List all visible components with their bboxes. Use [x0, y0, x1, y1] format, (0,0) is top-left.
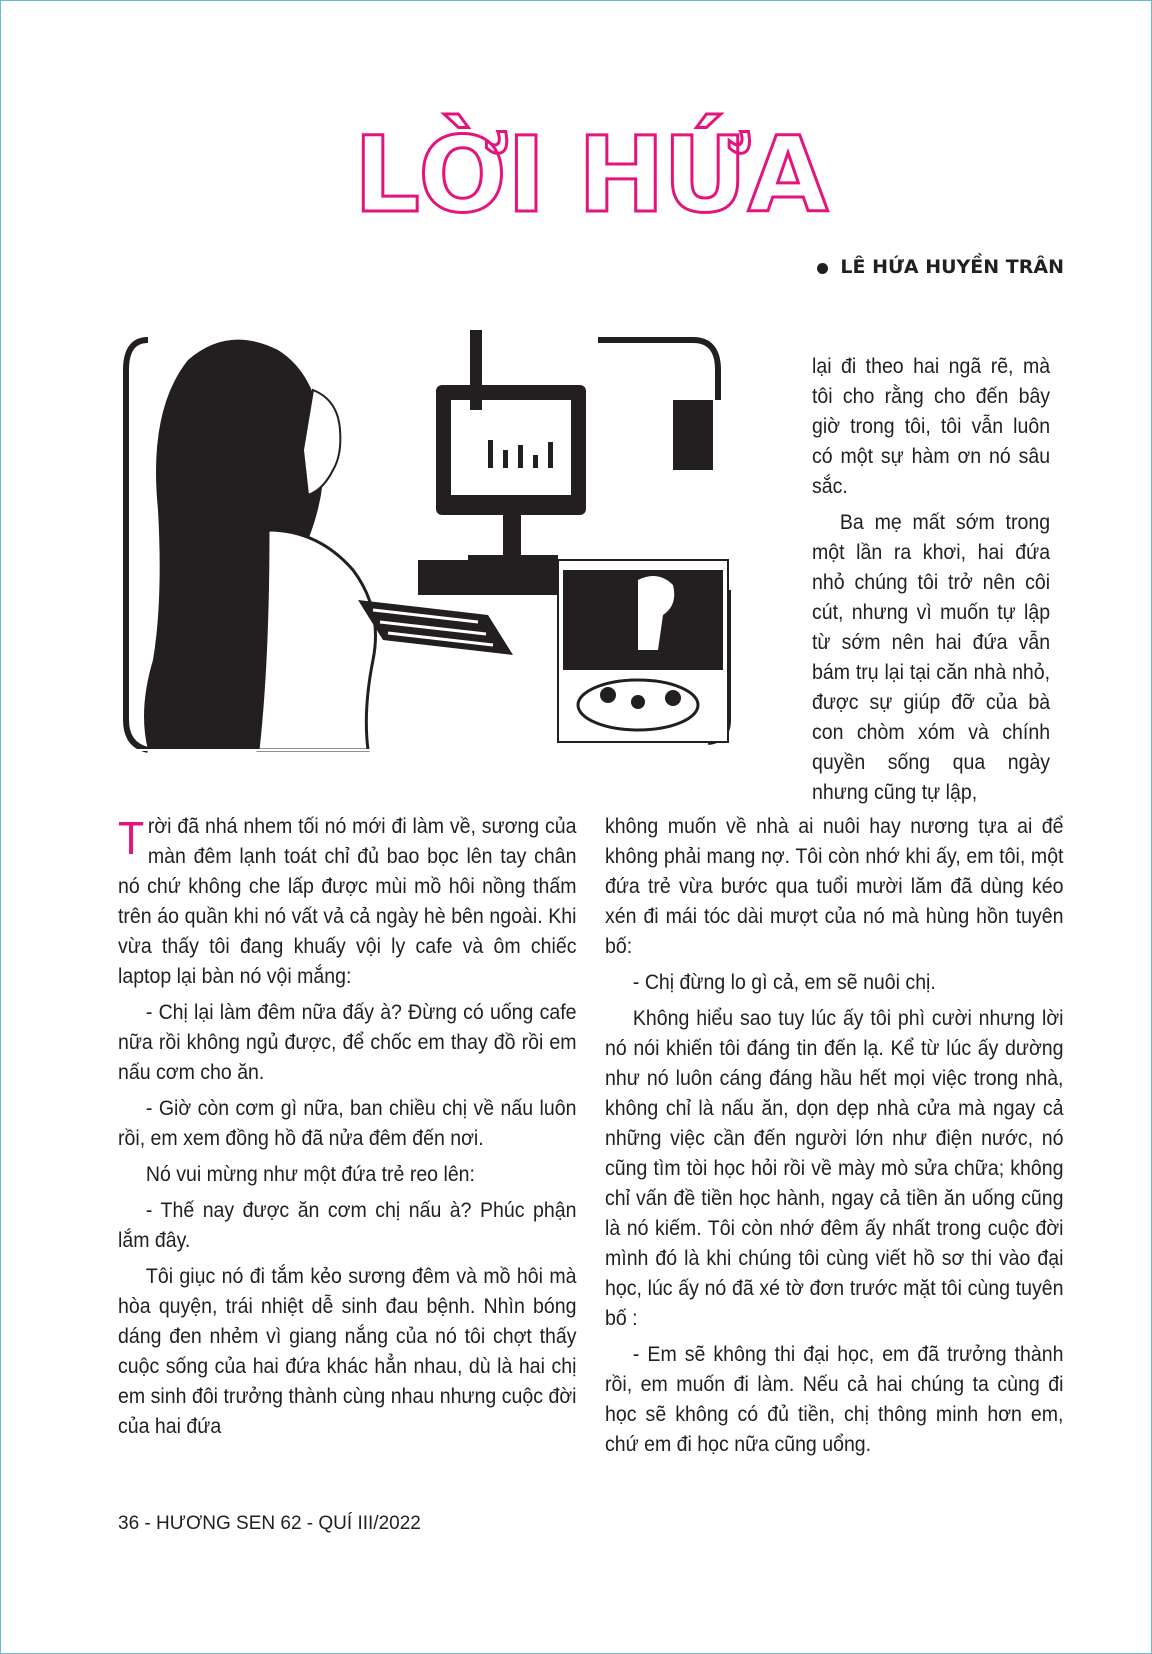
computer-base: [418, 560, 558, 595]
paragraph: - Thế nay được ăn cơm chị nấu à? Phúc phận lắm đây.: [118, 1199, 577, 1252]
article-title: LỜI HỨA: [353, 114, 827, 236]
author-name: LÊ HỨA HUYỀN TRÂN: [840, 256, 1064, 278]
paragraph: Tôi giục nó đi tắm kẻo sương đêm và mồ hôi mà hòa quyện, trái nhiệt dễ sinh đau bệnh. Nhìn bóng dáng đen nhẻm vì giang nắng của nó tôi chợt thấy cuộc sống của hai đứa khác hẳn nhau, dù là hai chị em sinh đôi trưởng thành cùng nhau nhưng cuộc đời của hai đứa: [118, 1265, 577, 1438]
column-left: [118, 812, 576, 1448]
page-footer: 36 - HƯƠNG SEN 62 - QUÍ III/2022: [118, 1513, 421, 1534]
paragraph: Không hiểu sao tuy lúc ấy tôi phì cười nhưng lời nó nói khiến tôi đáng tin đến lạ. Kể từ lúc ấy dường như nó luôn cáng đáng hầu hết mọi việc trong nhà, không chỉ là nấu ăn, dọn dẹp nhà cửa mà ngay cả những việc cần đến người lớn như điện nước, nó cũng tìm tòi học hỏi rồi về mày mò sửa chữa; không chỉ vấn đề tiền học hành, ngay cả tiền ăn uống cũng là nó kiếm. Tôi còn nhớ đêm ấy nhất trong cuộc đời mình đó là khi chúng tôi cùng viết hồ sơ thi vào đại học, lúc ấy nó đã xé tờ đơn trước mặt tôi cùng tuyên bố :: [605, 1007, 1064, 1330]
paragraph: lại đi theo hai ngã rẽ, mà tôi cho rằng cho đến bây giờ trong tôi, tôi vẫn luôn có một sự hàm ơn nó sâu sắc.: [812, 355, 1051, 498]
monitor-stand: [503, 515, 521, 560]
paragraph: không muốn về nhà ai nuôi hay nương tựa ai để không phải mang nợ. Tôi còn nhớ khi ấy, em tôi, một đứa trẻ vừa bước qua tuổi mười lăm đã dùng kéo xén đi mái tóc dài mượt của nó mà hùng hồn tuyên bố:: [605, 815, 1064, 958]
paragraph: - Giờ còn cơm gì nữa, ban chiều chị về nấu luôn rồi, em xem đồng hồ đã nửa đêm đến nơi.: [118, 1097, 577, 1150]
paragraph: Nó vui mừng như một đứa trẻ reo lên:: [145, 1163, 475, 1186]
illustration: [118, 330, 768, 770]
bullet-icon: [817, 263, 828, 274]
drop-cap: T: [118, 812, 145, 864]
column-right: [605, 812, 1063, 1466]
column-top-right: [812, 352, 1050, 814]
paragraph: - Em sẽ không thi đại học, em đã trưởng thành rồi, em muốn đi làm. Nếu cả hai chúng ta cùng đi học sẽ không có đủ tiền, chị thông minh hơn em, chứ em đi học nữa cũng uổng.: [605, 1343, 1064, 1456]
paragraph: Ba mẹ mất sớm trong một lần ra khơi, hai đứa nhỏ chúng tôi trở nên côi cút, nhưng vì muốn tự lập từ sớm nên hai đứa vẫn bám trụ lại tại căn nhà nhỏ, được sự giúp đỡ của bà con chòm xóm và chính quyền sống qua ngày nhưng cũng tự lập,: [812, 511, 1051, 804]
paragraph: - Chị lại làm đêm nữa đấy à? Đừng có uống cafe nữa rồi không ngủ được, để chốc em thay đồ rồi em nấu cơm cho ăn.: [118, 1001, 577, 1084]
wall-object: [673, 400, 713, 470]
author-byline: [817, 256, 1064, 278]
paragraph: - Chị đừng lo gì cả, em sẽ nuôi chị.: [632, 971, 936, 994]
first-paragraph-text: rời đã nhá nhem tối nó mới đi làm về, sương của màn đêm lạnh toát chỉ đủ bao bọc lên tay chân nó chứ không che lấp được mùi mồ hôi nồng thấm trên áo quần khi nó vất vả cả ngày hè bên ngoài. Khi vừa thấy tôi đang khuấy vội ly cafe và ôm chiếc laptop lại bàn nó vội mắng:: [118, 815, 577, 988]
first-paragraph: [118, 812, 576, 992]
